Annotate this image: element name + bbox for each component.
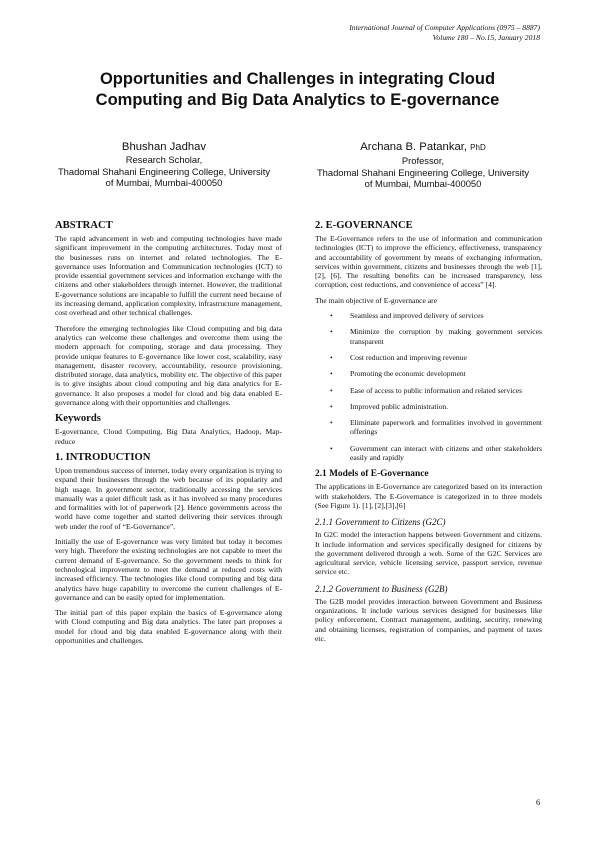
author-block-1 xyxy=(50,140,278,189)
author-role: Professor, xyxy=(401,155,445,166)
list-item: • Government can interact with citizens and other stakeholders easily and rapidly xyxy=(330,443,542,463)
list-item: • Cost reduction and improving revenue xyxy=(330,352,467,362)
g2b-paragraph: The G2B model provides interaction between Government and Business organizations. It include various services designed for businesses like policy enforcement, Contract management, auditing, security, renewing and obtaining licenses, registration of companies, and payment of taxes etc. xyxy=(315,596,542,643)
page-number: 6 xyxy=(536,797,541,807)
journal-header xyxy=(349,23,540,43)
author-degree: PhD xyxy=(470,143,486,152)
introduction-heading: 1. INTRODUCTION xyxy=(55,451,151,463)
bullet-icon: • xyxy=(330,311,333,321)
g2c-heading: 2.1.1 Government to Citizens (G2C) xyxy=(315,517,446,528)
author-affiliation: Thadomal Shahani Engineering College, University xyxy=(57,165,271,177)
list-item: • Eliminate paperwork and formalities involved in government offerings xyxy=(330,418,542,437)
author-name: Archana B. Patankar, PhD xyxy=(360,141,486,153)
models-heading: 2.1 Models of E-Governance xyxy=(315,469,429,480)
author-address: of Mumbai, Mumbai-400050 xyxy=(105,177,223,188)
author-block-2 xyxy=(307,140,539,190)
paper-title xyxy=(40,69,555,111)
bullet-icon: • xyxy=(330,385,333,395)
g2c-paragraph: In G2C model the interaction happens between Government and citizens. It include information and services specifically designed for citizens by the government delivered through a web. Some of the G2C Services are agricultural service, vehicle licensing service, passport service, revenue service etc. xyxy=(315,530,542,577)
journal-volume: Volume 180 – No.15, January 2018 xyxy=(432,33,540,42)
bullet-icon: • xyxy=(330,369,333,379)
keywords-text: E-governance, Cloud Computing, Big Data Analytics, Hadoop, Map-reduce xyxy=(55,427,282,446)
list-item: • Minimize the corruption by making government services transparent xyxy=(330,327,542,346)
egovernance-heading: 2. E-GOVERNANCE xyxy=(315,220,413,231)
bullet-icon: • xyxy=(330,443,333,453)
keywords-heading: Keywords xyxy=(55,413,101,425)
egovernance-paragraph-2: The main objective of E-governance are xyxy=(315,295,438,305)
abstract-paragraph-1: The rapid advancement in web and computing technologies have made significant improvement in the computing architectures. Today most of the businesses runs on internet and related technologies. The E-governance uses Information and Communication technologies (ICT) to provide essential government services and information exchange with the citizens and other stakeholders through internet. However, the traditional E-governance solutions are incapable to fulfill the current need because of its increasing demand, application complexity, infrastructure management, cost overhead and other technical challenges. xyxy=(55,234,282,318)
introduction-paragraph-2: Initially the use of E-governance was very limited but today it becomes very high. Therefore the existing technologies are not capable to meet the current demand of E-governance. So the government needs to think for technological improvement to meet the demand at reduced costs with increased efficiency. The technologies like cloud computing and big data analytics have huge capability to overcome the current challenges of E-governance and can be easily opted for implementation. xyxy=(55,537,282,602)
objectives-list xyxy=(315,311,542,462)
bullet-icon: • xyxy=(330,352,333,362)
list-item: • Improved public administration. xyxy=(330,401,449,411)
g2b-heading: 2.1.2 Government to Business (G2B) xyxy=(315,583,448,594)
left-column xyxy=(55,220,282,651)
egovernance-paragraph-1: The E-Governance refers to the use of information and communication technologies (ICT) to improve the efficiency, effectiveness, transparency and accountability of government by means of exchanging information, services within government, citizens and businesses through the web [1], [2], [6]. The resulting benefits can be increased transparency, less corruption, cost reductions, and convenience of access” [4]. xyxy=(315,234,542,290)
list-item: • Ease of access to public information and related services xyxy=(330,385,523,395)
bullet-icon: • xyxy=(330,327,333,337)
title-line-2: Computing and Big Data Analytics to E-governance xyxy=(95,91,500,109)
introduction-paragraph-3: The initial part of this paper explain the basics of E-governance along with Cloud computing and Big data analytics. The later part proposes a model for cloud and big data enabled E-governance along with their opportunities and challenges. xyxy=(55,608,282,645)
author-role: Research Scholar, xyxy=(125,154,203,165)
author-affiliation: Thadomal Shahani Engineering College, University xyxy=(316,166,530,178)
introduction-paragraph-1: Upon tremendous success of internet, today every organization is trying to expand their businesses through the web because of its popularity and high usage. In government sector, traditionally accessing the services manually was a quiet difficult task as it has involved so many procedures and formalities with lot of paperwork [2]. Hence governments across the world have come together and started delivering their services through web under the roof of “E-Governance”. xyxy=(55,465,282,531)
journal-citation: International Journal of Computer Applications (0975 – 8887) xyxy=(349,23,540,32)
list-item: • Promoting the economic development xyxy=(330,369,466,379)
right-column xyxy=(315,220,542,649)
models-paragraph: The applications in E-Governance are categorized based on its interaction with stakeholders. The E-Governance is categorized in to three models (See Figure 1). [1], [2],[3],[6] xyxy=(315,482,542,510)
abstract-heading: ABSTRACT xyxy=(55,220,113,231)
author-address: of Mumbai, Mumbai-400050 xyxy=(364,178,482,189)
author-name: Bhushan Jadhav xyxy=(121,141,207,153)
title-line-1: Opportunities and Challenges in integrating Cloud xyxy=(99,70,496,88)
bullet-icon: • xyxy=(330,401,333,411)
bullet-icon: • xyxy=(330,418,333,428)
list-item: • Seamless and improved delivery of services xyxy=(330,311,484,321)
abstract-paragraph-2: Therefore the emerging technologies like Cloud computing and big data analytics can welcome these challenges and overcome them using the modern approach for computing, storage and data processing. They provide unique features to E-governance like lower cost, scalability, easy management, disaster recovery, accountability, resource provisioning, distributed storage, data analytics, mobility etc. The objective of this paper is to give insights about cloud computing and big data analytics for E-governance. It also proposes a model for cloud and big data enabled E-governance along with their opportunities and challenges. xyxy=(55,323,282,408)
